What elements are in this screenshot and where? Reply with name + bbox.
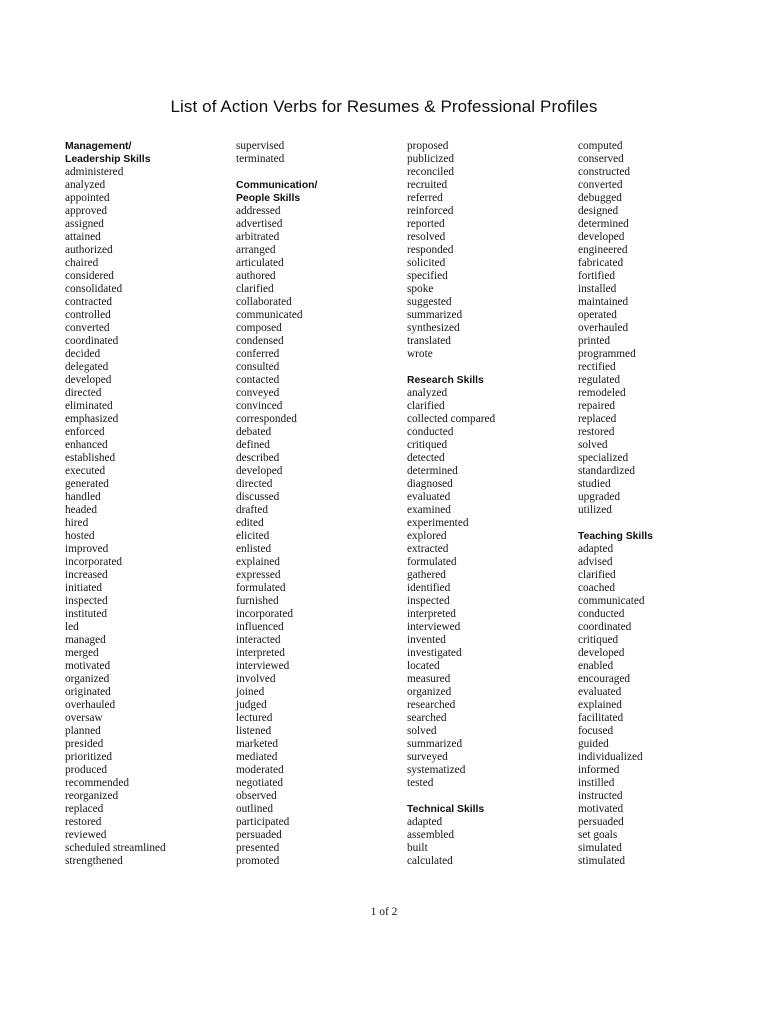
verb-item: set goals [578, 829, 618, 841]
section-heading: Teaching Skills [578, 531, 653, 542]
verb-item: proposed [407, 140, 449, 152]
verb-item: clarified [407, 400, 445, 412]
verb-item: explained [236, 556, 280, 568]
verb-item: communicated [578, 595, 645, 607]
verb-item: terminated [236, 153, 285, 165]
verb-item: negotiated [236, 777, 284, 789]
verb-item: instituted [65, 608, 108, 620]
verb-item: improved [65, 543, 109, 555]
verb-item: motivated [65, 660, 111, 672]
verb-item: remodeled [578, 387, 626, 399]
section-spacer [407, 790, 582, 803]
verb-item: experimented [407, 517, 469, 529]
verb-item: communicated [236, 309, 303, 321]
verb-item: searched [407, 712, 447, 724]
verb-item: utilized [578, 504, 612, 516]
verb-item: assembled [407, 829, 455, 841]
verb-item: promoted [236, 855, 280, 867]
verb-item: incorporated [236, 608, 294, 620]
verb-item: listened [236, 725, 272, 737]
verb-item: maintained [578, 296, 629, 308]
verb-item: upgraded [578, 491, 621, 503]
verb-item: motivated [578, 803, 624, 815]
section-heading: Research Skills [407, 375, 484, 386]
verb-item: increased [65, 569, 108, 581]
verb-item: synthesized [407, 322, 460, 334]
verb-item: conferred [236, 348, 280, 360]
verb-item: printed [578, 335, 610, 347]
verb-item: referred [407, 192, 443, 204]
verb-item: initiated [65, 582, 103, 594]
verb-item: consulted [236, 361, 280, 373]
verb-item: persuaded [236, 829, 282, 841]
verb-item: reorganized [65, 790, 119, 802]
verb-item: enabled [578, 660, 614, 672]
verb-item: incorporated [65, 556, 123, 568]
verb-item: fortified [578, 270, 616, 282]
verb-item: determined [578, 218, 629, 230]
verb-item: surveyed [407, 751, 448, 763]
verb-item: restored [578, 426, 615, 438]
verb-item: strengthened [65, 855, 123, 867]
verb-item: interpreted [236, 647, 285, 659]
verb-item: operated [578, 309, 617, 321]
verb-item: decided [65, 348, 101, 360]
section-heading: Management/ [65, 141, 132, 152]
verb-item: interviewed [407, 621, 461, 633]
verb-item: summarized [407, 309, 463, 321]
verb-item: restored [65, 816, 102, 828]
verb-item: headed [65, 504, 97, 516]
verb-item: overhauled [578, 322, 629, 334]
verb-item: wrote [407, 348, 433, 360]
section-heading: People Skills [236, 193, 301, 204]
verb-item: articulated [236, 257, 284, 269]
verb-item: controlled [65, 309, 111, 321]
verb-item: guided [578, 738, 609, 750]
verb-item: studied [578, 478, 611, 490]
verb-item: interacted [236, 634, 281, 646]
verb-item: reported [407, 218, 445, 230]
verb-item: hosted [65, 530, 95, 542]
verb-item: organized [65, 673, 110, 685]
verb-item: handled [65, 491, 101, 503]
verb-item: prioritized [65, 751, 113, 763]
verb-item: produced [65, 764, 108, 776]
verb-item: debated [236, 426, 272, 438]
verb-item: attained [65, 231, 101, 243]
verb-item: condensed [236, 335, 284, 347]
verb-item: collaborated [236, 296, 292, 308]
verb-item: presented [236, 842, 280, 854]
verb-item: scheduled streamlined [65, 842, 166, 854]
verb-item: fabricated [578, 257, 624, 269]
verb-item: supervised [236, 140, 285, 152]
verb-item: mediated [236, 751, 278, 763]
verb-item: resolved [407, 231, 446, 243]
verb-item: recommended [65, 777, 129, 789]
verb-item: coordinated [578, 621, 632, 633]
verb-item: critiqued [407, 439, 448, 451]
verb-item: replaced [578, 413, 617, 425]
verb-item: evaluated [407, 491, 451, 503]
section-heading: Communication/ [236, 180, 318, 191]
verb-item: stimulated [578, 855, 626, 867]
column-3 [407, 140, 582, 868]
page-title: List of Action Verbs for Resumes & Professional Profiles [170, 97, 598, 116]
verb-item: advertised [236, 218, 283, 230]
verb-item: developed [578, 647, 625, 659]
verb-item: built [407, 842, 428, 854]
verb-item: enlisted [236, 543, 272, 555]
verb-item: explained [578, 699, 622, 711]
verb-item: conveyed [236, 387, 280, 399]
verb-item: developed [236, 465, 283, 477]
verb-item: researched [407, 699, 456, 711]
verb-item: formulated [236, 582, 286, 594]
verb-item: computed [578, 140, 623, 152]
verb-item: reviewed [65, 829, 107, 841]
verb-item: simulated [578, 842, 622, 854]
verb-item: recruited [407, 179, 448, 191]
verb-item: instilled [578, 777, 615, 789]
verb-item: authored [236, 270, 276, 282]
verb-item: solicited [407, 257, 446, 269]
verb-item: organized [407, 686, 452, 698]
section-spacer [236, 166, 411, 179]
verb-item: rectified [578, 361, 616, 373]
verb-item: edited [236, 517, 264, 529]
verb-item: measured [407, 673, 451, 685]
verb-item: inspected [65, 595, 108, 607]
verb-item: investigated [407, 647, 462, 659]
verb-item: planned [65, 725, 101, 737]
verb-item: publicized [407, 153, 455, 165]
verb-item: adapted [407, 816, 443, 828]
verb-item: formulated [407, 556, 457, 568]
verb-item: eliminated [65, 400, 113, 412]
verb-item: arbitrated [236, 231, 280, 243]
verb-item: observed [236, 790, 277, 802]
verb-item: joined [236, 686, 265, 698]
verb-item: convinced [236, 400, 283, 412]
verb-item: composed [236, 322, 282, 334]
verb-item: suggested [407, 296, 452, 308]
verb-item: gathered [407, 569, 446, 581]
verb-item: lectured [236, 712, 273, 724]
verb-item: contracted [65, 296, 113, 308]
verb-item: marketed [236, 738, 279, 750]
verb-item: diagnosed [407, 478, 453, 490]
verb-item: spoke [407, 283, 434, 295]
verb-item: adapted [578, 543, 614, 555]
verb-item: solved [578, 439, 608, 451]
verb-item: influenced [236, 621, 284, 633]
verb-item: addressed [236, 205, 281, 217]
verb-item: analyzed [65, 179, 106, 191]
verb-item: administered [65, 166, 124, 178]
verb-item: outlined [236, 803, 274, 815]
verb-item: corresponded [236, 413, 297, 425]
verb-item: solved [407, 725, 437, 737]
verb-item: translated [407, 335, 451, 347]
verb-item: coached [578, 582, 616, 594]
verb-item: authorized [65, 244, 113, 256]
verb-item: conducted [407, 426, 454, 438]
verb-item: converted [578, 179, 623, 191]
verb-item: executed [65, 465, 106, 477]
verb-item: regulated [578, 374, 621, 386]
verb-item: developed [65, 374, 112, 386]
verb-item: participated [236, 816, 290, 828]
verb-item: involved [236, 673, 276, 685]
section-heading: Technical Skills [407, 804, 485, 815]
column-4 [578, 140, 753, 868]
verb-item: conserved [578, 153, 624, 165]
verb-item: specified [407, 270, 448, 282]
verb-item: merged [65, 647, 99, 659]
verb-item: programmed [578, 348, 636, 360]
verb-item: converted [65, 322, 110, 334]
verb-item: collected compared [407, 413, 496, 425]
verb-item: located [407, 660, 440, 672]
section-heading: Leadership Skills [65, 154, 151, 165]
verb-item: informed [578, 764, 620, 776]
verb-item: defined [236, 439, 270, 451]
verb-item: critiqued [578, 634, 619, 646]
verb-item: advised [578, 556, 613, 568]
verb-item: conducted [578, 608, 625, 620]
verb-item: invented [407, 634, 446, 646]
verb-item: analyzed [407, 387, 448, 399]
verb-item: designed [578, 205, 619, 217]
verb-item: interpreted [407, 608, 456, 620]
verb-item: moderated [236, 764, 284, 776]
verb-item: enforced [65, 426, 105, 438]
verb-item: tested [407, 777, 434, 789]
verb-item: replaced [65, 803, 104, 815]
column-2 [236, 140, 411, 868]
verb-item: persuaded [578, 816, 624, 828]
verb-item: considered [65, 270, 114, 282]
verb-item: debugged [578, 192, 622, 204]
verb-item: interviewed [236, 660, 290, 672]
verb-item: responded [407, 244, 454, 256]
verb-item: installed [578, 283, 617, 295]
verb-item: clarified [236, 283, 274, 295]
verb-item: oversaw [65, 712, 103, 724]
verb-item: clarified [578, 569, 616, 581]
column-1 [65, 140, 240, 868]
page-number: 1 of 2 [370, 906, 398, 918]
section-spacer [578, 517, 753, 530]
verb-item: established [65, 452, 116, 464]
section-spacer [407, 361, 582, 374]
verb-item: facilitated [578, 712, 624, 724]
verb-item: chaired [65, 257, 99, 269]
verb-item: instructed [578, 790, 623, 802]
verb-item: systematized [407, 764, 466, 776]
verb-item: presided [65, 738, 104, 750]
verb-item: led [65, 621, 79, 633]
verb-item: overhauled [65, 699, 116, 711]
verb-item: contacted [236, 374, 280, 386]
verb-item: furnished [236, 595, 279, 607]
verb-item: extracted [407, 543, 449, 555]
verb-item: emphasized [65, 413, 119, 425]
verb-item: hired [65, 517, 89, 529]
verb-item: directed [65, 387, 102, 399]
verb-item: constructed [578, 166, 631, 178]
verb-item: repaired [578, 400, 616, 412]
verb-item: generated [65, 478, 109, 490]
verb-item: summarized [407, 738, 463, 750]
verb-item: described [236, 452, 280, 464]
verb-item: developed [578, 231, 625, 243]
verb-item: expressed [236, 569, 281, 581]
verb-item: originated [65, 686, 111, 698]
verb-item: evaluated [578, 686, 622, 698]
verb-item: reinforced [407, 205, 454, 217]
verb-item: managed [65, 634, 106, 646]
verb-item: examined [407, 504, 451, 516]
verb-item: elicited [236, 530, 270, 542]
verb-item: specialized [578, 452, 629, 464]
verb-item: directed [236, 478, 273, 490]
verb-item: determined [407, 465, 458, 477]
verb-item: detected [407, 452, 445, 464]
verb-item: arranged [236, 244, 276, 256]
verb-item: individualized [578, 751, 643, 763]
verb-item: reconciled [407, 166, 455, 178]
verb-item: standardized [578, 465, 636, 477]
verb-item: enhanced [65, 439, 108, 451]
verb-item: coordinated [65, 335, 119, 347]
verb-item: engineered [578, 244, 628, 256]
verb-item: discussed [236, 491, 280, 503]
verb-item: drafted [236, 504, 268, 516]
verb-item: encouraged [578, 673, 631, 685]
verb-item: approved [65, 205, 108, 217]
verb-item: explored [407, 530, 447, 542]
verb-item: identified [407, 582, 451, 594]
verb-item: judged [236, 699, 267, 711]
verb-item: delegated [65, 361, 109, 373]
verb-item: consolidated [65, 283, 123, 295]
verb-item: assigned [65, 218, 104, 230]
verb-item: appointed [65, 192, 110, 204]
verb-item: focused [578, 725, 614, 737]
verb-item: calculated [407, 855, 453, 867]
verb-item: inspected [407, 595, 450, 607]
